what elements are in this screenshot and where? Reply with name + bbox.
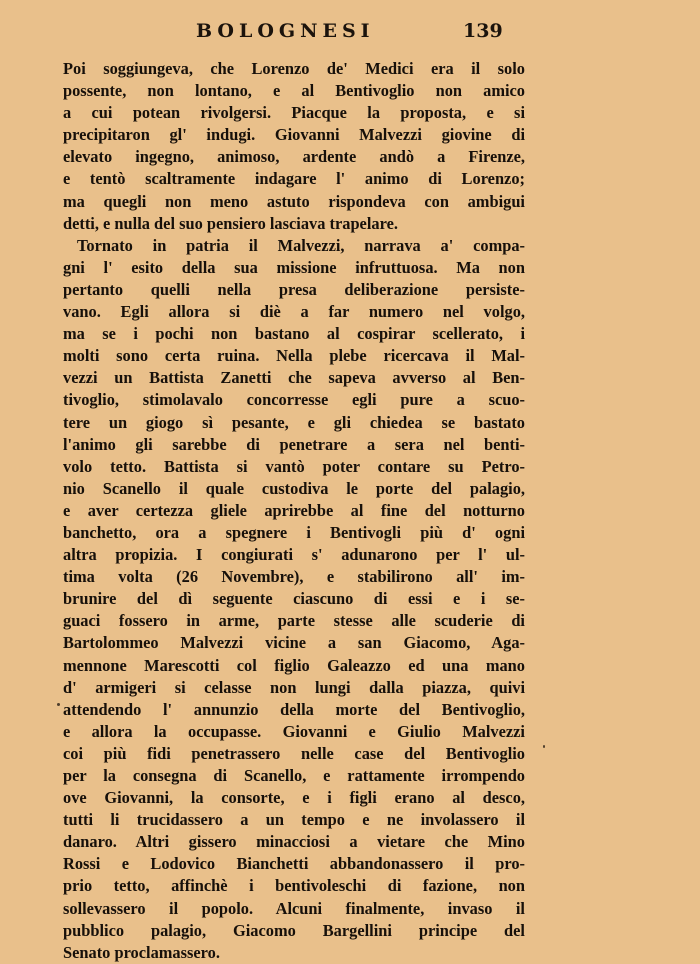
text-line: ove Giovanni, la consorte, e i figli erano al desco,	[63, 788, 525, 808]
ink-speck	[543, 745, 545, 748]
text-line: detti, e nulla del suo pensiero lasciava trapelare.	[63, 213, 398, 233]
text-line: Senato proclamassero.	[63, 942, 220, 962]
running-head: BOLOGNESI	[196, 20, 375, 42]
text-line: per la consegna di Scanello, e rattamente irrompendo	[63, 766, 525, 785]
text-line: pubblico palagio, Giacomo Bargellini principe del	[63, 920, 525, 940]
text-line: gni l' esito della sua missione infruttuosa. Ma non	[63, 257, 525, 277]
text-line: guaci fossero in arme, parte stesse alle scuderie di	[63, 611, 525, 631]
text-line: elevato ingegno, animoso, ardente andò a Firenze,	[63, 147, 525, 167]
text-line: brunire del dì seguente ciascuno di essi e i se-	[63, 589, 525, 609]
text-line: tere un giogo sì pesante, e gli chiedea se bastato	[63, 412, 525, 432]
text-line: l'animo gli sarebbe di penetrare a sera nel benti-	[63, 434, 525, 454]
text-line: sollevassero il popolo. Alcuni finalmente, invaso il	[63, 898, 525, 918]
ink-speck	[57, 703, 60, 706]
text-line: precipitaron gl' indugi. Giovanni Malvezzi giovine di	[63, 125, 525, 145]
text-line: nio Scanello il quale custodiva le porte del palagio,	[63, 478, 525, 498]
text-line: prio tetto, affinchè i bentivoleschi di fazione, non	[63, 876, 525, 896]
text-line: mennone Marescotti col figlio Galeazzo ed una mano	[63, 655, 525, 675]
text-line: Rossi e Lodovico Bianchetti abbandonassero il pro-	[63, 854, 525, 874]
text-line: possente, non lontano, e al Bentivoglio non amico	[63, 81, 525, 101]
text-line: Tornato in patria il Malvezzi, narrava a' compa-	[77, 235, 525, 255]
text-line: pertanto quelli nella presa deliberazione persiste-	[63, 279, 525, 299]
body-text	[63, 58, 525, 964]
text-line: volo tetto. Battista si vantò poter contare su Petro-	[63, 456, 525, 476]
text-line: Poi soggiungeva, che Lorenzo de' Medici era il solo	[63, 59, 525, 78]
text-line: e allora la occupasse. Giovanni e Giulio Malvezzi	[63, 721, 525, 741]
text-line: ma quegli non meno astuto rispondeva con ambigui	[63, 191, 525, 211]
page-header	[0, 20, 700, 48]
text-line: tivoglio, stimolavalo concorresse egli pure a scuo-	[63, 390, 525, 410]
text-line: attendendo l' annunzio della morte del Bentivoglio,	[63, 699, 525, 719]
text-line: e tentò scaltramente indagare l' animo di Lorenzo;	[63, 169, 525, 189]
text-line: altra propizia. I congiurati s' adunarono per l' ul-	[63, 545, 525, 565]
page-number: 139	[463, 20, 503, 42]
text-line: danaro. Altri gissero minacciosi a vietare che Mino	[63, 832, 525, 852]
text-line: Bartolommeo Malvezzi vicine a san Giacomo, Aga-	[63, 633, 525, 653]
text-line: ma se i pochi non bastano al cospirar scellerato, i	[63, 324, 525, 344]
text-line: tima volta (26 Novembre), e stabilirono all' im-	[63, 567, 525, 587]
text-line: tutti li trucidassero a un tempo e ne involassero il	[63, 810, 525, 830]
text-line: molti sono certa ruina. Nella plebe ricercava il Mal-	[63, 346, 525, 366]
text-line: d' armigeri si celasse non lungi dalla piazza, quivi	[63, 677, 525, 697]
text-line: vezzi un Battista Zanetti che sapeva avverso al Ben-	[63, 368, 525, 388]
text-line: coi più fidi penetrassero nelle case del Bentivoglio	[63, 743, 525, 763]
text-line: e aver certezza gliele aprirebbe al fine del notturno	[63, 500, 525, 520]
text-line: a cui potean rivolgersi. Piacque la proposta, e si	[63, 103, 525, 123]
text-line: vano. Egli allora si diè a far numero nel volgo,	[63, 302, 525, 322]
text-line: banchetto, ora a spegnere i Bentivogli più d' ogni	[63, 522, 525, 542]
